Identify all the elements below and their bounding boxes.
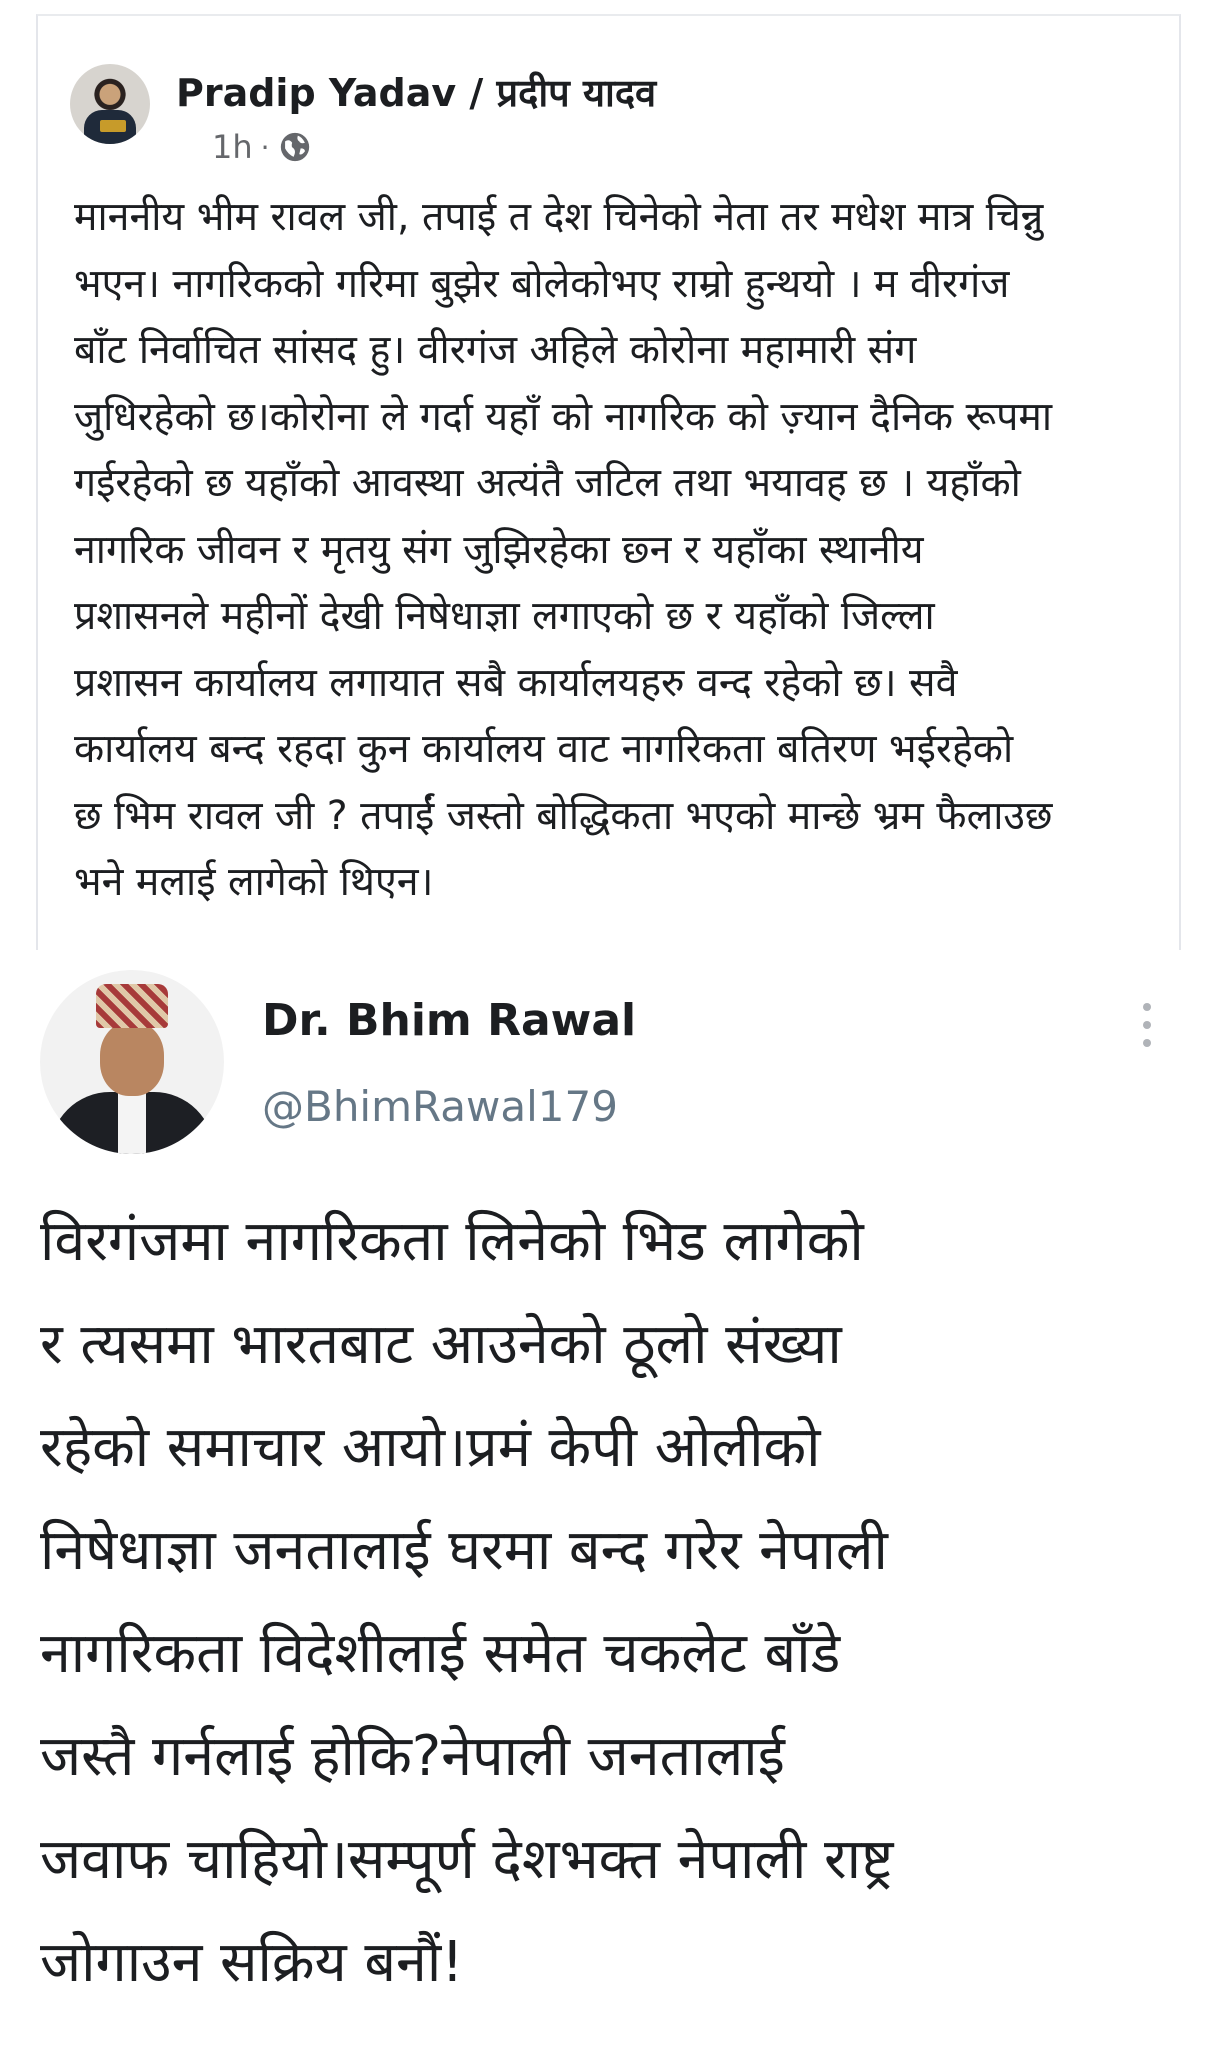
post-text-line: कार्यालय बन्द रहदा कुन कार्यालय वाट नागरिकता बतिरण भईरहेको <box>74 726 1014 772</box>
more-dot <box>1143 1039 1151 1047</box>
tweet-text-line: जोगाउन सक्रिय बनौं! <box>40 1930 464 1995</box>
post-text-line: गईरहेको छ यहाँको आवस्था अत्यंतै जटिल तथा भयावह छ । यहाँको <box>74 460 1021 506</box>
tweet-text-line: र त्यसमा भारतबाट आउनेको ठूलो संख्या <box>40 1312 842 1377</box>
post-text-line: माननीय भीम रावल जी, तपाई त देश चिनेको नेता तर मधेश मात्र चिन्नु <box>74 194 1044 240</box>
post-text-line: भने मलाई लागेको थिएन। <box>74 859 434 905</box>
tweet-text-line: रहेको समाचार आयो।प्रमं केपी ओलीको <box>40 1415 821 1480</box>
post-text-line: नागरिक जीवन र मृतयु संग जुझिरहेका छ्न र यहाँका स्थानीय <box>74 526 924 573</box>
post-text-line: भएन। नागरिकको गरिमा बुझेर बोलेकोभए राम्रो हुन्थयो । म वीरगंज <box>74 260 1010 307</box>
tweet-text-line: विरगंजमा नागरिकता लिनेको भिड लागेको <box>40 1209 864 1274</box>
tweet-text-line: जवाफ चाहियो।सम्पूर्ण देशभक्त नेपाली राष्ट्र <box>40 1827 894 1892</box>
more-vertical-icon[interactable] <box>1140 1003 1154 1047</box>
avatar-book <box>100 120 126 132</box>
meta-separator: · <box>260 130 270 164</box>
tweet-text-line: निषेधाज्ञा जनतालाई घरमा बन्द गरेर नेपाली <box>40 1518 888 1583</box>
author-avatar[interactable] <box>70 64 150 144</box>
post-text-line: प्रशासन कार्यालय लगायात सबै कार्यालयहरु वन्द रहेको छ। सवै <box>74 659 958 706</box>
post-time[interactable]: 1h <box>212 128 253 166</box>
globe-icon[interactable] <box>278 130 312 164</box>
post-meta <box>212 128 312 166</box>
tweet-author-handle[interactable]: @BhimRawal179 <box>262 1082 618 1131</box>
tweet-text-line: नागरिकता विदेशीलाई समेत चकलेट बाँडे <box>40 1621 841 1686</box>
post-text-line: प्रशासनले महीनों देखी निषेधाज्ञा लगाएको छ र यहाँको जिल्ला <box>74 593 935 639</box>
avatar-face <box>100 1022 164 1096</box>
avatar-dhaka-topi <box>96 984 168 1028</box>
post-text-line: बाँट निर्वाचित सांसद हु। वीरगंज अहिले कोरोना महामारी संग <box>74 327 917 373</box>
author-name[interactable]: Pradip Yadav / प्रदीप यादव <box>176 71 657 115</box>
facebook-post-card <box>36 14 1181 950</box>
more-dot <box>1143 1021 1151 1029</box>
avatar-shirt <box>118 1092 146 1154</box>
more-dot <box>1143 1003 1151 1011</box>
tweet-text <box>40 1190 1190 2014</box>
post-text-line: जुधिरहेको छ।कोरोना ले गर्दा यहाँ को नागरिक को ज़्यान दैनिक रूपमा <box>74 393 1053 440</box>
post-text-line: छ भिम रावल जी ? तपाईं जस्तो बोद्धिकता भएको मान्छे भ्रम फैलाउछ <box>74 792 1053 839</box>
tweet-author-avatar[interactable] <box>40 970 224 1154</box>
tweet-author-name[interactable]: Dr. Bhim Rawal <box>262 995 637 1046</box>
post-text <box>74 184 1164 916</box>
tweet-text-line: जस्तै गर्नलाई होकि?नेपाली जनतालाई <box>40 1724 785 1789</box>
